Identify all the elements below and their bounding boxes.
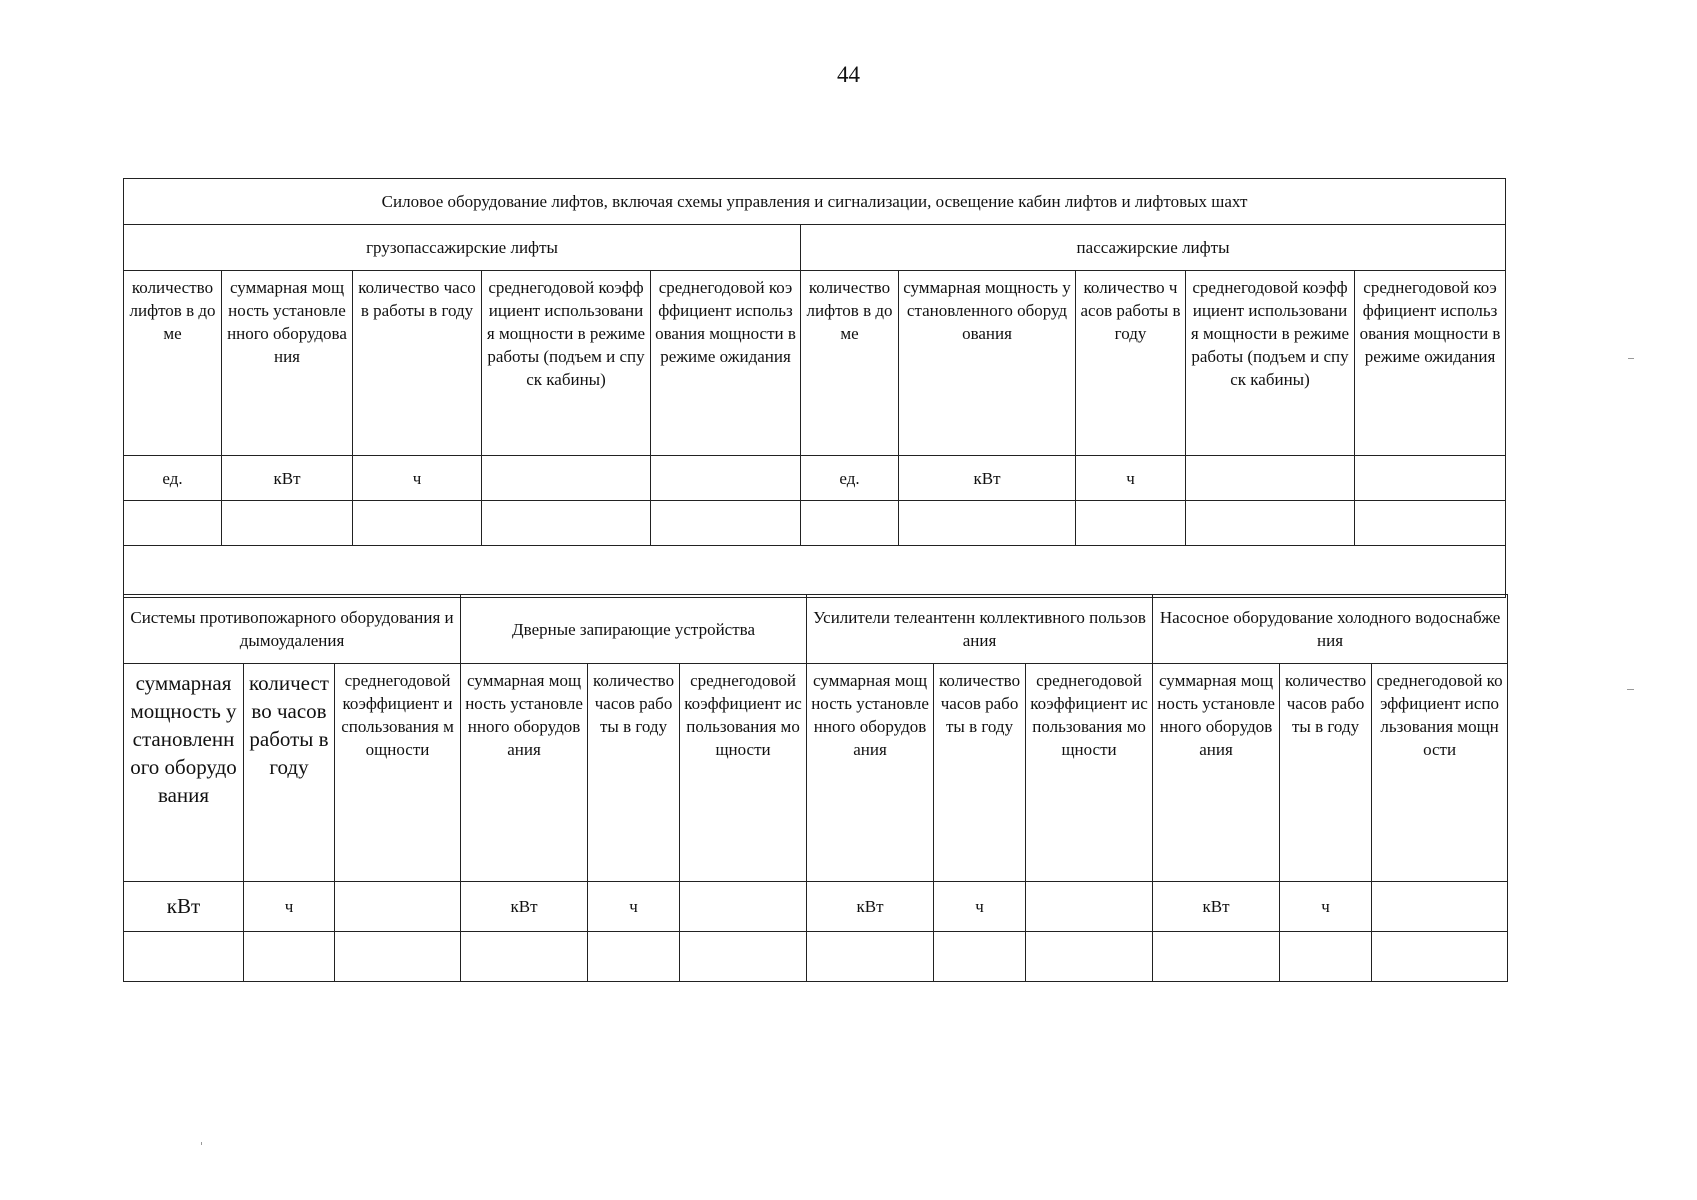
column-header: количество часов работы в году bbox=[1076, 271, 1186, 456]
data-cell[interactable] bbox=[1186, 501, 1355, 546]
spacer-row bbox=[124, 546, 1506, 598]
data-cell[interactable] bbox=[124, 501, 222, 546]
unit-cell: ч bbox=[353, 456, 482, 501]
unit-cell: ч bbox=[588, 882, 680, 932]
data-cell[interactable] bbox=[651, 501, 801, 546]
column-header: количество часов работы в году bbox=[244, 664, 335, 882]
unit-cell: ед. bbox=[801, 456, 899, 501]
page-number: 44 bbox=[837, 62, 860, 87]
data-cell[interactable] bbox=[124, 932, 244, 982]
column-header: суммарная мощность установленного оборудования bbox=[1153, 664, 1280, 882]
building-systems-table bbox=[123, 594, 1508, 982]
unit-cell bbox=[651, 456, 801, 501]
unit-cell bbox=[1026, 882, 1153, 932]
data-cell[interactable] bbox=[801, 501, 899, 546]
data-cell[interactable] bbox=[1280, 932, 1372, 982]
group-header-freight-passenger-elevators: грузопассажирские лифты bbox=[124, 225, 801, 271]
data-cell[interactable] bbox=[1355, 501, 1506, 546]
column-header: суммарная мощность установленного оборудования bbox=[461, 664, 588, 882]
unit-cell bbox=[335, 882, 461, 932]
data-cell[interactable] bbox=[588, 932, 680, 982]
column-header: среднегодовой коэффициент использования мощности в режиме работы (подъем и спуск кабины) bbox=[482, 271, 651, 456]
unit-cell: кВт bbox=[807, 882, 934, 932]
data-cell[interactable] bbox=[353, 501, 482, 546]
column-header: суммарная мощность установленного оборудования bbox=[899, 271, 1076, 456]
group-header-antenna-amplifiers: Усилители телеантенн коллективного пользования bbox=[807, 595, 1153, 664]
data-cell[interactable] bbox=[1153, 932, 1280, 982]
unit-cell: кВт bbox=[222, 456, 353, 501]
data-cell[interactable] bbox=[461, 932, 588, 982]
scan-artifact-mark bbox=[1628, 358, 1634, 359]
unit-cell bbox=[680, 882, 807, 932]
elevator-table-title: Силовое оборудование лифтов, включая схемы управления и сигнализации, освещение кабин лифтов и лифтовых шахт bbox=[124, 179, 1506, 225]
column-header: количество часов работы в году bbox=[588, 664, 680, 882]
group-header-fire-protection: Системы противопожарного оборудования и дымоудаления bbox=[124, 595, 461, 664]
column-header: среднегодовой коэффициент использования мощности bbox=[1026, 664, 1153, 882]
data-cell[interactable] bbox=[335, 932, 461, 982]
group-header-door-locks: Дверные запирающие устройства bbox=[461, 595, 807, 664]
unit-cell bbox=[482, 456, 651, 501]
column-header: суммарная мощность установленного оборудования bbox=[807, 664, 934, 882]
column-header: среднегодовой коэффициент использования мощности bbox=[680, 664, 807, 882]
column-header: количество часов работы в году bbox=[353, 271, 482, 456]
elevator-equipment-table bbox=[123, 178, 1506, 598]
unit-cell bbox=[1355, 456, 1506, 501]
column-header: среднегодовой коэффициент использования мощности bbox=[335, 664, 461, 882]
column-header: количество часов работы в году bbox=[934, 664, 1026, 882]
column-header: суммарная мощность установленного оборудования bbox=[124, 664, 244, 882]
unit-cell: кВт bbox=[124, 882, 244, 932]
unit-cell: ед. bbox=[124, 456, 222, 501]
data-cell[interactable] bbox=[899, 501, 1076, 546]
unit-cell: ч bbox=[934, 882, 1026, 932]
unit-cell: ч bbox=[1076, 456, 1186, 501]
column-header: количество лифтов в доме bbox=[124, 271, 222, 456]
column-header: среднегодовой коэффициент использования мощности в режиме работы (подъем и спуск кабины) bbox=[1186, 271, 1355, 456]
data-cell[interactable] bbox=[807, 932, 934, 982]
unit-cell: кВт bbox=[899, 456, 1076, 501]
group-header-passenger-elevators: пассажирские лифты bbox=[801, 225, 1506, 271]
unit-cell: кВт bbox=[461, 882, 588, 932]
unit-cell bbox=[1372, 882, 1508, 932]
unit-cell: кВт bbox=[1153, 882, 1280, 932]
column-header: среднегодовой коэффициент использования мощности в режиме ожидания bbox=[651, 271, 801, 456]
data-cell[interactable] bbox=[1026, 932, 1153, 982]
column-header: количество лифтов в доме bbox=[801, 271, 899, 456]
data-cell[interactable] bbox=[222, 501, 353, 546]
data-cell[interactable] bbox=[934, 932, 1026, 982]
data-cell[interactable] bbox=[1372, 932, 1508, 982]
data-cell[interactable] bbox=[482, 501, 651, 546]
unit-cell: ч bbox=[1280, 882, 1372, 932]
data-cell[interactable] bbox=[244, 932, 335, 982]
unit-cell: ч bbox=[244, 882, 335, 932]
column-header: среднегодовой коэффициент использования мощности bbox=[1372, 664, 1508, 882]
unit-cell bbox=[1186, 456, 1355, 501]
scan-artifact-mark bbox=[1627, 689, 1634, 690]
column-header: количество часов работы в году bbox=[1280, 664, 1372, 882]
data-cell[interactable] bbox=[1076, 501, 1186, 546]
group-header-cold-water-pumps: Насосное оборудование холодного водоснабжения bbox=[1153, 595, 1508, 664]
data-cell[interactable] bbox=[680, 932, 807, 982]
column-header: суммарная мощность установленного оборудования bbox=[222, 271, 353, 456]
scan-artifact-mark bbox=[201, 1142, 202, 1145]
column-header: среднегодовой коэффициент использования мощности в режиме ожидания bbox=[1355, 271, 1506, 456]
